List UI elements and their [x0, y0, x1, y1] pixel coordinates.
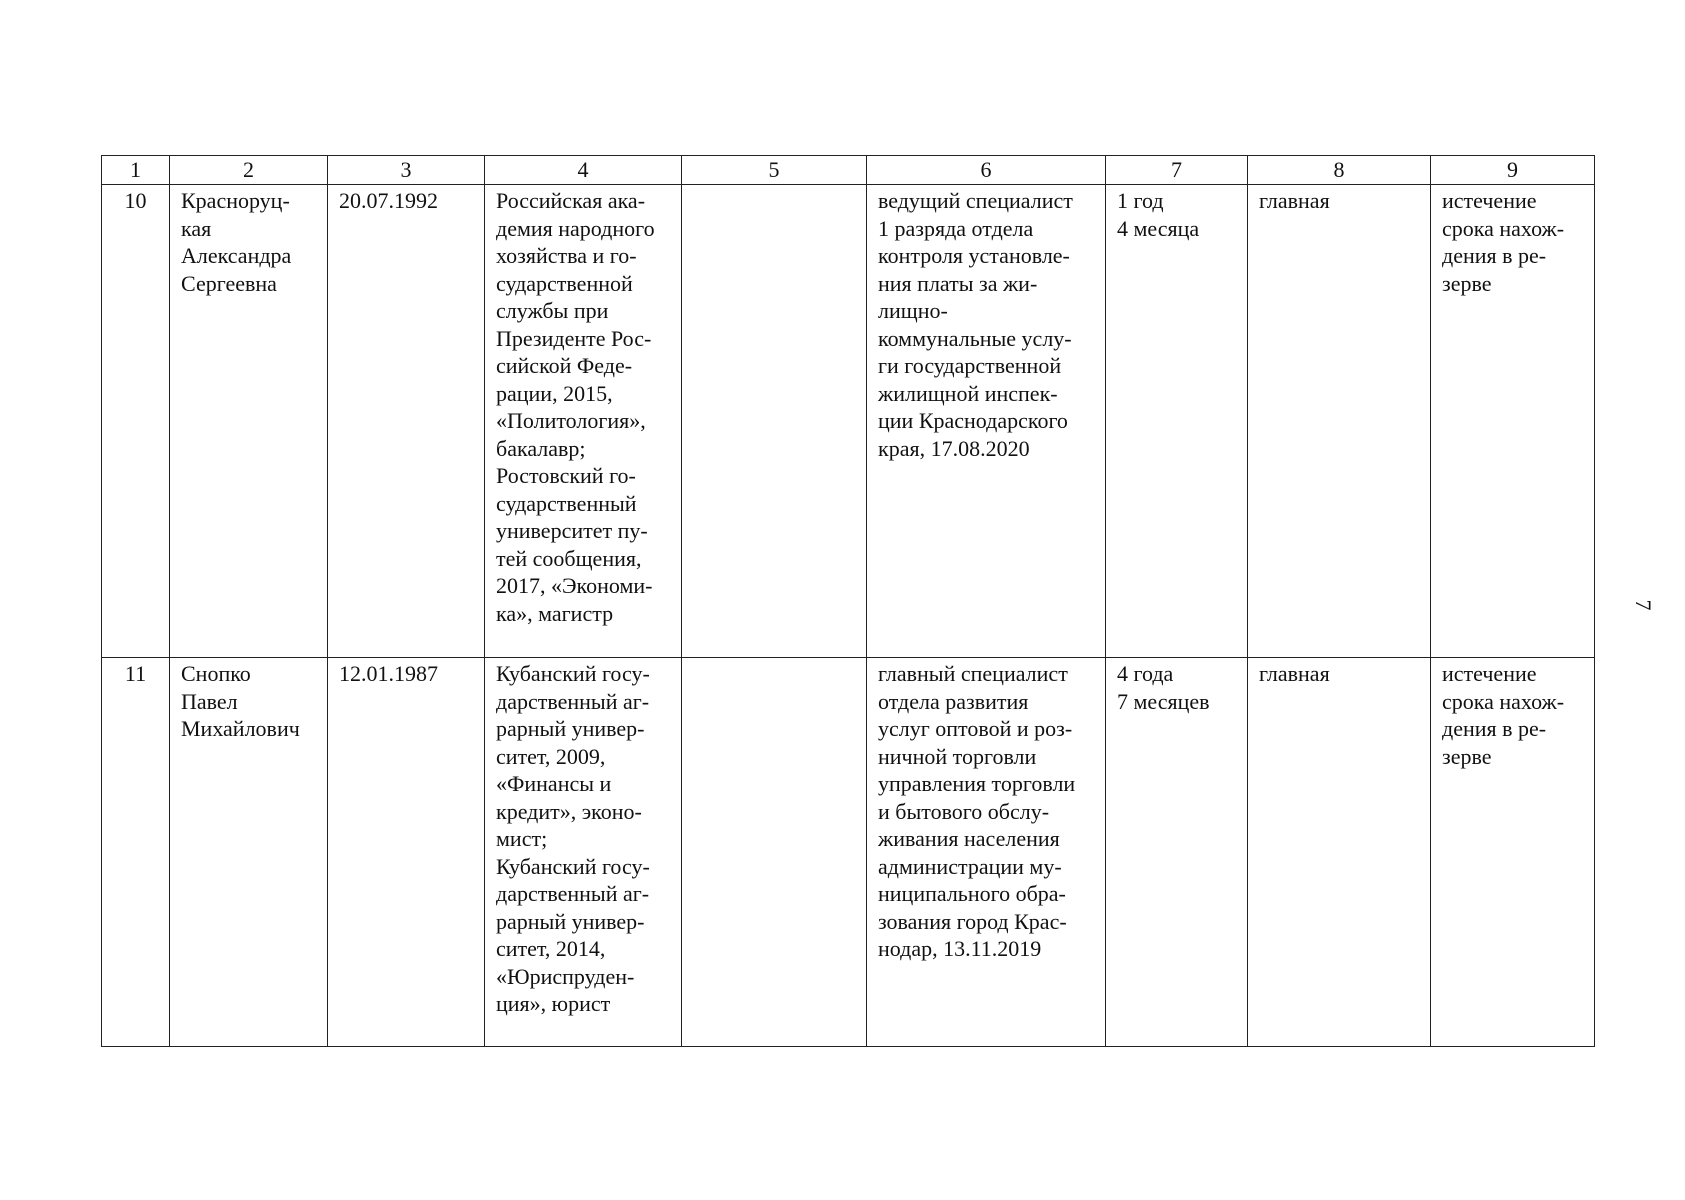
column-header-8: 8 — [1248, 156, 1431, 185]
column-header-1: 1 — [102, 156, 170, 185]
exclusion-reason-cell: истечение срока нахож- дения в ре- зерве — [1431, 658, 1595, 1047]
column-number-header-row — [102, 156, 1595, 185]
personnel-reserve-table — [101, 155, 1595, 1047]
column-header-9: 9 — [1431, 156, 1595, 185]
table-row — [102, 658, 1595, 1047]
column-header-3: 3 — [328, 156, 485, 185]
column-header-4: 4 — [485, 156, 682, 185]
birth-date-cell: 20.07.1992 — [328, 185, 485, 658]
column-header-5: 5 — [682, 156, 867, 185]
column-header-6: 6 — [867, 156, 1106, 185]
full-name-cell: Красноруц- кая Александра Сергеевна — [170, 185, 328, 658]
column-5-cell — [682, 185, 867, 658]
page-number: 7 — [1631, 599, 1656, 611]
experience-cell: 4 года 7 месяцев — [1106, 658, 1248, 1047]
position-group-cell: главная — [1248, 185, 1431, 658]
education-cell: Российская ака- демия народного хозяйства и го- сударственной службы при Президенте Рос- сийской Феде- рации, 2015, «Политология», бакалавр; Ростовский го- сударственный университет пу- тей сообщения, 2017, «Экономи- ка», магистр — [485, 185, 682, 658]
row-number-cell: 10 — [102, 185, 170, 658]
exclusion-reason-cell: истечение срока нахож- дения в ре- зерве — [1431, 185, 1595, 658]
position-group-cell: главная — [1248, 658, 1431, 1047]
position-cell: ведущий специалист 1 разряда отдела контроля установле- ния платы за жи- лищно- коммунальные услу- ги государственной жилищной инспек- ции Краснодарского края, 17.08.2020 — [867, 185, 1106, 658]
column-header-7: 7 — [1106, 156, 1248, 185]
column-5-cell — [682, 658, 867, 1047]
birth-date-cell: 12.01.1987 — [328, 658, 485, 1047]
full-name-cell: Снопко Павел Михайлович — [170, 658, 328, 1047]
experience-cell: 1 год 4 месяца — [1106, 185, 1248, 658]
row-number-cell: 11 — [102, 658, 170, 1047]
column-header-2: 2 — [170, 156, 328, 185]
education-cell: Кубанский госу- дарственный аг- рарный универ- ситет, 2009, «Финансы и кредит», эконо- мист; Кубанский госу- дарственный аг- рарный универ- ситет, 2014, «Юриспруден- ция», юрист — [485, 658, 682, 1047]
table-row — [102, 185, 1595, 658]
position-cell: главный специалист отдела развития услуг оптовой и роз- ничной торговли управления торговли и бытового обслу- живания населения администрации му- ниципального обра- зования город Крас- нодар, 13.11.2019 — [867, 658, 1106, 1047]
